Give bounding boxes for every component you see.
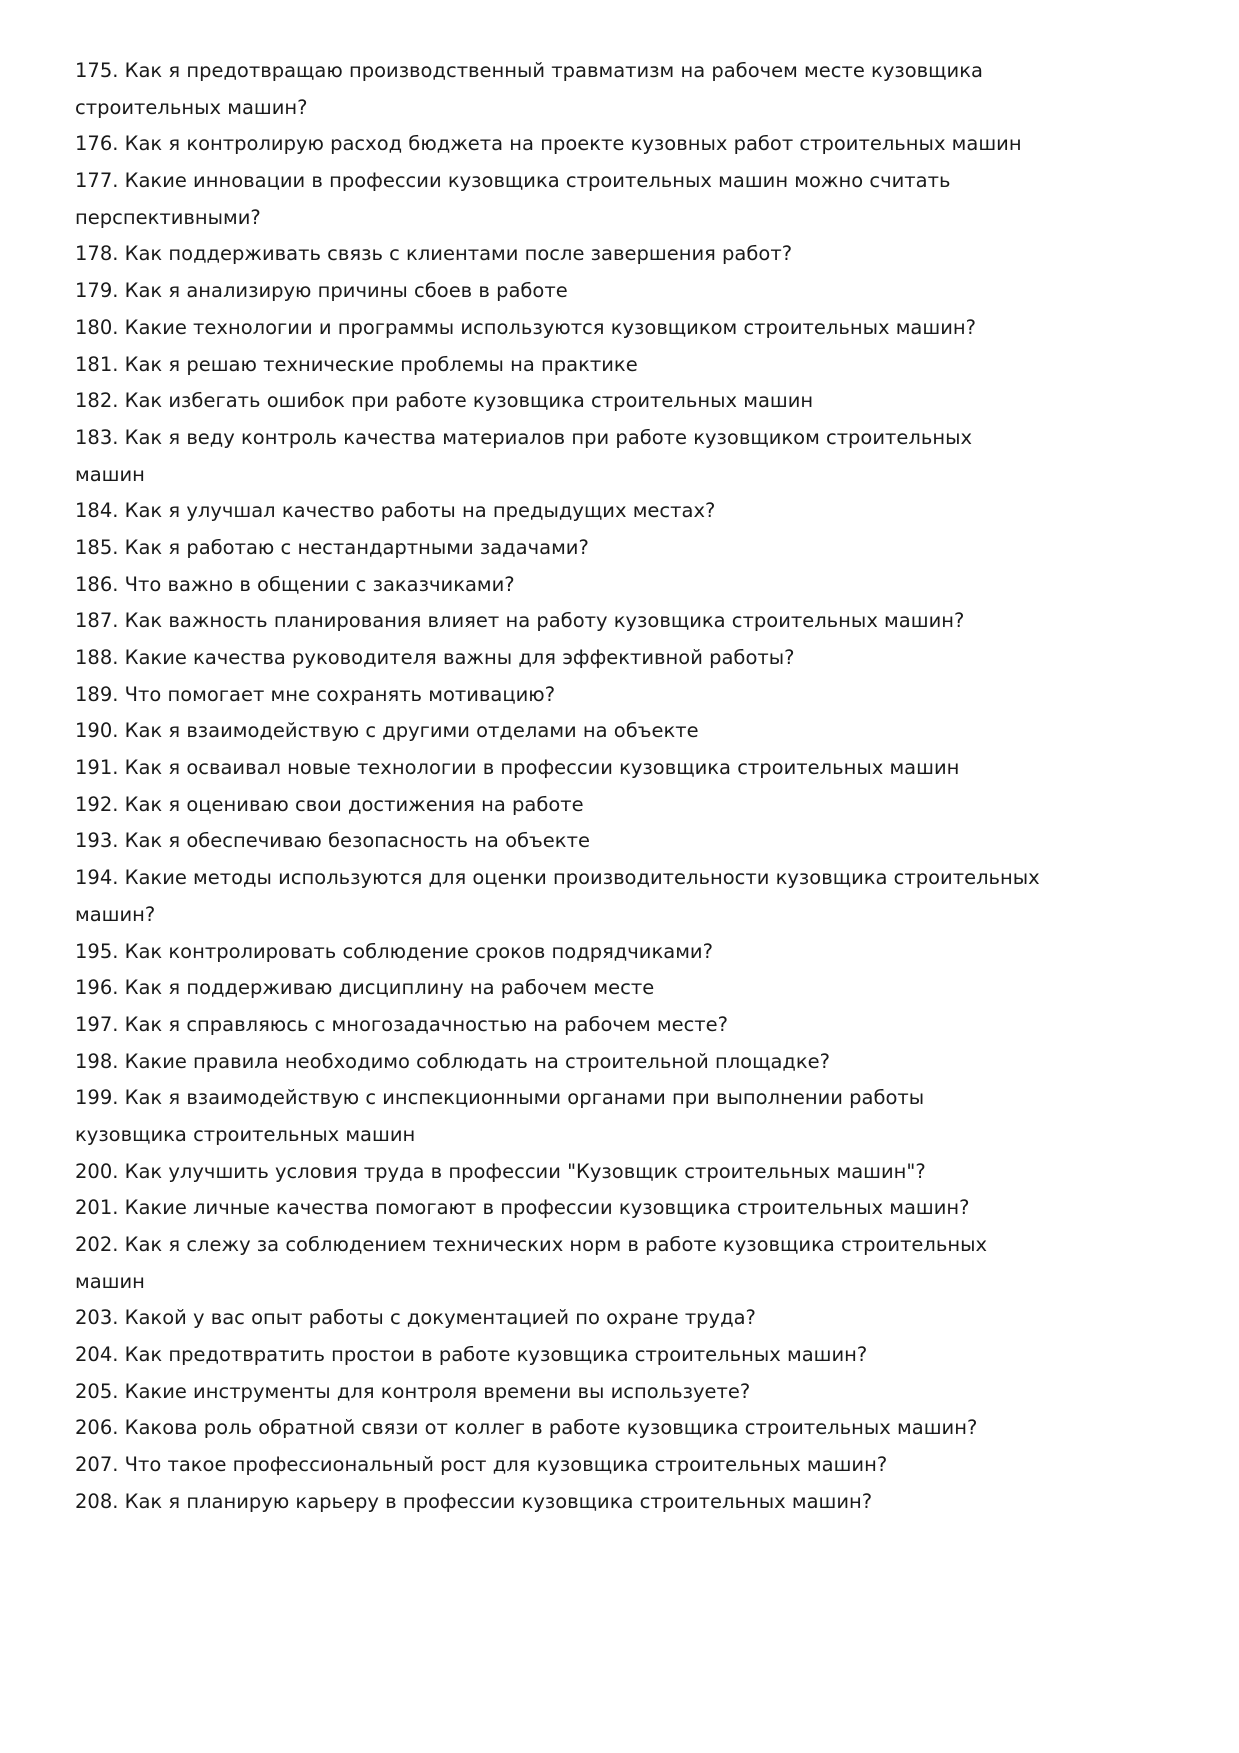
question-text-line: 208. Как я планирую карьеру в профессии кузовщика строительных машин? [75,1489,873,1513]
question-item [75,1007,1239,1044]
question-text-line: 196. Как я поддерживаю дисциплину на рабочем месте [75,976,655,1000]
question-item [75,713,1239,750]
question-text-line: 207. Что такое профессиональный рост для кузовщика строительных машин? [75,1453,888,1477]
question-text-line: 199. Как я взаимодействую с инспекционными органами при выполнении работы [75,1086,925,1110]
question-text-line: кузовщика строительных машин [75,1122,416,1146]
question-item [75,787,1239,824]
question-item [75,1154,1239,1191]
question-text-line: 186. Что важно в общении с заказчиками? [75,572,515,596]
question-text-line: 202. Как я слежу за соблюдением технических норм в работе кузовщика строительных [75,1233,988,1256]
question-item [75,530,1239,567]
question-text-line: 194. Какие методы используются для оценки производительности кузовщика строительных [75,866,1040,890]
question-item [75,750,1239,787]
question-item [75,347,1239,384]
question-item [75,420,1239,493]
question-text-line: 197. Как я справляюсь с многозадачностью на рабочем месте? [75,1012,728,1036]
question-text-line: 200. Как улучшить условия труда в профессии "Кузовщик строительных машин"? [75,1159,926,1183]
question-item [75,640,1239,677]
question-text-line: 192. Как я оцениваю свои достижения на работе [75,792,584,816]
question-item [75,934,1239,971]
question-item [75,823,1239,860]
question-item [75,1484,1239,1521]
question-text-line: 183. Как я веду контроль качества материалов при работе кузовщиком строительных [75,425,973,449]
question-item [75,53,1239,126]
question-text-line: 184. Как я улучшал качество работы на предыдущих местах? [75,499,716,523]
question-item [75,1447,1239,1484]
question-item [75,970,1239,1007]
question-text-line: машин [75,1269,145,1293]
question-item [75,310,1239,347]
question-text-line: машин [75,462,145,486]
question-item [75,1374,1239,1411]
question-item [75,236,1239,273]
question-text-line: 182. Как избегать ошибок при работе кузовщика строительных машин [75,389,814,413]
question-text-line: 178. Как поддерживать связь с клиентами после завершения работ? [75,242,793,266]
question-text-line: 191. Как я осваивал новые технологии в профессии кузовщика строительных машин [75,756,960,780]
question-text-line: 187. Как важность планирования влияет на работу кузовщика строительных машин? [75,609,965,633]
question-text-line: 180. Какие технологии и программы используются кузовщиком строительных машин? [75,315,976,339]
question-text-line: 201. Какие личные качества помогают в профессии кузовщика строительных машин? [75,1196,970,1220]
question-text-line: 176. Как я контролирую расход бюджета на проекте кузовных работ строительных машин [75,132,1022,156]
question-item [75,1227,1239,1300]
question-text-line: 181. Как я решаю технические проблемы на практике [75,352,638,376]
question-text-line: 204. Как предотвратить простои в работе кузовщика строительных машин? [75,1343,868,1367]
question-text-line: 205. Какие инструменты для контроля времени вы используете? [75,1379,751,1403]
question-item [75,1337,1239,1374]
question-item [75,126,1239,163]
question-item [75,567,1239,604]
question-item [75,493,1239,530]
question-text-line: 195. Как контролировать соблюдение сроков подрядчиками? [75,939,713,963]
question-text-line: 175. Как я предотвращаю производственный травматизм на рабочем месте кузовщика [75,59,983,82]
question-item [75,1300,1239,1337]
question-item [75,1410,1239,1447]
question-item [75,273,1239,310]
question-text-line: машин? [75,902,156,926]
question-item [75,603,1239,640]
question-item [75,860,1239,933]
question-text-line: 189. Что помогает мне сохранять мотивацию? [75,682,556,706]
question-item [75,677,1239,714]
question-text-line: 185. Как я работаю с нестандартными задачами? [75,535,589,559]
question-item [75,1190,1239,1227]
question-text-line: 179. Как я анализирую причины сбоев в работе [75,279,568,303]
question-text-line: перспективными? [75,205,261,229]
question-text-line: 198. Какие правила необходимо соблюдать на строительной площадке? [75,1049,831,1073]
question-text-line: 193. Как я обеспечиваю безопасность на объекте [75,829,590,853]
question-text-line: 188. Какие качества руководителя важны для эффективной работы? [75,646,795,669]
question-text-line: 206. Какова роль обратной связи от коллег в работе кузовщика строительных машин? [75,1416,978,1440]
question-text-line: 177. Какие инновации в профессии кузовщика строительных машин можно считать [75,169,951,193]
question-text-line: строительных машин? [75,95,308,119]
question-text-line: 190. Как я взаимодействую с другими отделами на объекте [75,719,699,743]
question-text-line: 203. Какой у вас опыт работы с документацией по охране труда? [75,1306,756,1330]
question-item [75,1044,1239,1081]
question-item [75,1080,1239,1153]
question-item [75,163,1239,236]
question-item [75,383,1239,420]
